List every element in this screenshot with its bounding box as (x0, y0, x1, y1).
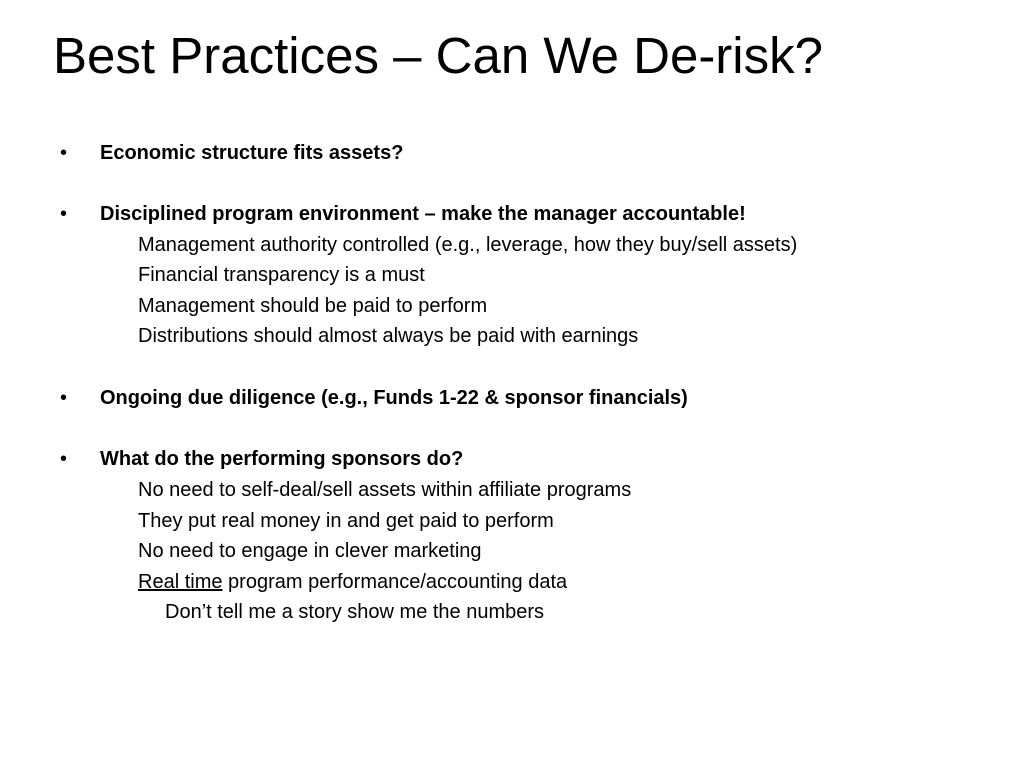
bullet-economic-structure: Economic structure fits assets? (100, 142, 404, 164)
sub-item-real-time-data (138, 569, 567, 595)
sub-item-clever-marketing: No need to engage in clever marketing (138, 540, 482, 562)
sub-item-management-authority: Management authority controlled (e.g., leverage, how they buy/sell assets) (138, 234, 798, 256)
real-time-underlined-text: Real time (138, 571, 223, 593)
sub-item-financial-transparency: Financial transparency is a must (138, 264, 425, 286)
slide-title: Best Practices – Can We De-risk? (53, 27, 823, 84)
bullet-marker: • (60, 142, 68, 164)
bullet-marker: • (60, 448, 68, 470)
real-time-rest-text: program performance/accounting data (222, 571, 568, 593)
sub-item-real-money: They put real money in and get paid to perform (138, 510, 554, 532)
bullet-marker: • (60, 203, 68, 225)
sub-item-self-deal: No need to self-deal/sell assets within affiliate programs (138, 479, 632, 501)
bullet-performing-sponsors: What do the performing sponsors do? (100, 448, 464, 470)
sub-item-distributions: Distributions should almost always be paid with earnings (138, 325, 639, 347)
bullet-ongoing-due-diligence: Ongoing due diligence (e.g., Funds 1-22 & sponsor financials) (100, 387, 688, 409)
sub-item-management-paid: Management should be paid to perform (138, 295, 488, 317)
bullet-disciplined-program: Disciplined program environment – make the manager accountable! (100, 203, 746, 225)
bullet-marker: • (60, 387, 68, 409)
sub-sub-item-show-numbers: Don’t tell me a story show me the numbers (165, 601, 545, 623)
